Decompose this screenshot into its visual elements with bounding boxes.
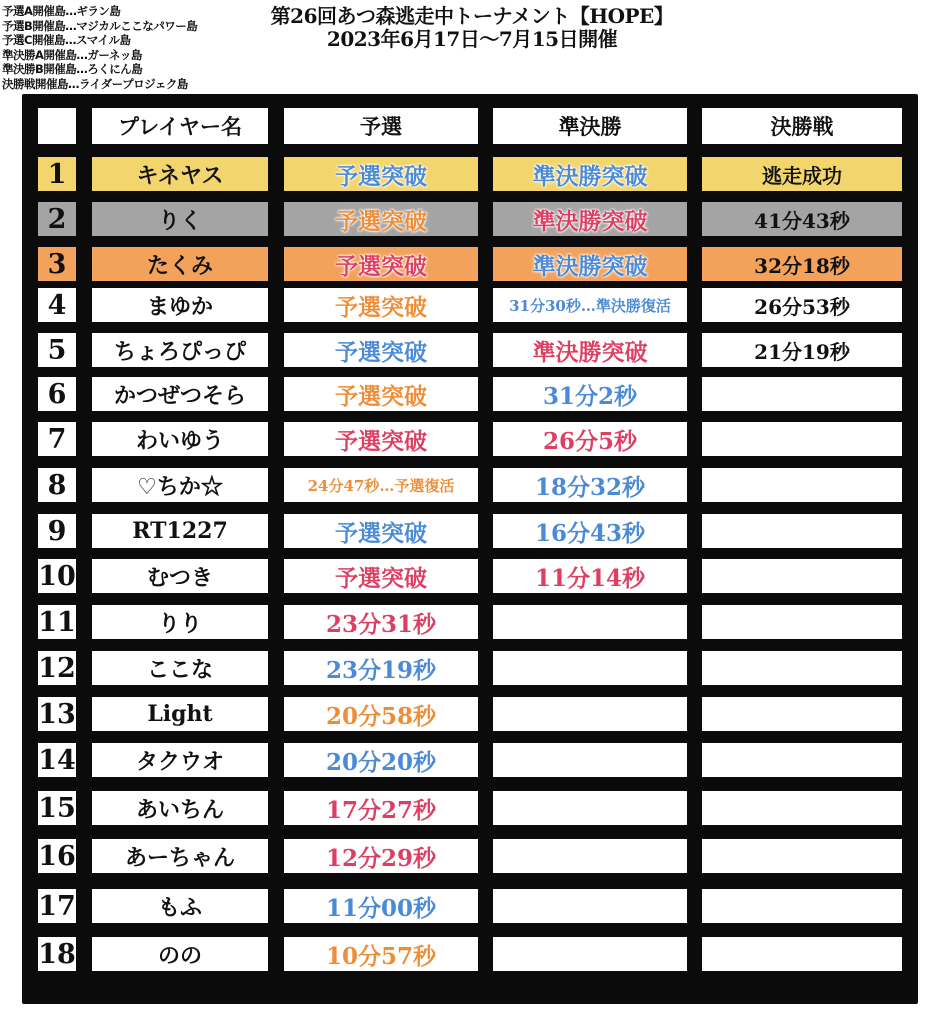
- header-semifinal: 準決勝: [493, 108, 687, 144]
- page-title: [222, 4, 722, 51]
- header-final: 決勝戦: [702, 108, 902, 144]
- semifinal-result-cell: [493, 889, 687, 923]
- rank-cell: 3: [38, 247, 76, 281]
- venue-note: 準決勝B開催島…ろくにん島: [2, 62, 143, 76]
- tournament-title: 第26回あつ森逃走中トーナメント【HOPE】: [270, 4, 674, 28]
- semifinal-result-cell: [493, 839, 687, 873]
- prelim-result-cell: 予選突破: [284, 514, 478, 548]
- final-result-cell: [702, 468, 902, 502]
- venue-note: 決勝戦開催島…ライダープロジェク島: [2, 76, 188, 91]
- player-name-cell: ♡ちか☆: [92, 468, 268, 502]
- player-name-cell: のの: [92, 937, 268, 971]
- rank-cell: 5: [38, 333, 76, 367]
- player-name-cell: りく: [92, 202, 268, 236]
- player-name-cell: かつぜつそら: [92, 377, 268, 411]
- player-name-cell: まゆか: [92, 288, 268, 322]
- venue-note: 準決勝A開催島…ガーネッ島: [2, 47, 142, 62]
- prelim-result-cell: 24分47秒…予選復活: [284, 468, 478, 502]
- player-name-cell: あーちゃん: [92, 839, 268, 873]
- semifinal-result-cell: 準決勝突破: [493, 202, 687, 236]
- prelim-result-cell: 23分19秒: [284, 651, 478, 685]
- tournament-dates: 2023年6月17日〜7月15日開催: [326, 27, 618, 51]
- semifinal-result-cell: 11分14秒: [493, 559, 687, 593]
- rank-cell: 1: [38, 157, 76, 191]
- prelim-result-cell: 予選突破: [284, 202, 478, 236]
- prelim-result-cell: 予選突破: [284, 288, 478, 322]
- player-name-cell: キネヤス: [92, 157, 268, 191]
- prelim-result-cell: 12分29秒: [284, 839, 478, 873]
- rank-cell: 4: [38, 288, 76, 322]
- rank-cell: 10: [38, 560, 76, 592]
- semifinal-result-cell: 16分43秒: [493, 514, 687, 548]
- player-name-cell: あいちん: [92, 791, 268, 825]
- semifinal-result-cell: 準決勝突破: [493, 333, 687, 367]
- final-result-cell: 26分53秒: [702, 288, 902, 322]
- semifinal-result-cell: 準決勝突破: [493, 247, 687, 281]
- prelim-result-cell: 23分31秒: [284, 605, 478, 639]
- final-result-cell: [702, 791, 902, 825]
- player-name-cell: ここな: [92, 651, 268, 685]
- player-name-cell: りり: [92, 605, 268, 639]
- prelim-result-cell: 予選突破: [284, 559, 478, 593]
- rank-cell: 12: [38, 652, 76, 684]
- semifinal-result-cell: 準決勝突破: [493, 157, 687, 191]
- header-prelim: 予選: [284, 108, 478, 144]
- player-name-cell: もふ: [92, 889, 268, 923]
- header-rank: [38, 108, 76, 144]
- prelim-result-cell: 予選突破: [284, 422, 478, 456]
- player-name-cell: ちょろぴっぴ: [92, 333, 268, 367]
- venue-note: 予選A開催島…ギラン島: [2, 4, 121, 18]
- venue-note: 予選C開催島…スマイル島: [2, 33, 131, 47]
- rank-cell: 2: [38, 202, 76, 236]
- rank-cell: 18: [38, 938, 76, 970]
- final-result-cell: [702, 889, 902, 923]
- semifinal-result-cell: [493, 605, 687, 639]
- venue-note: 予選B開催島…マジカルここなパワー島: [2, 18, 198, 33]
- player-name-cell: タクウオ: [92, 743, 268, 777]
- final-result-cell: [702, 605, 902, 639]
- prelim-result-cell: 10分57秒: [284, 937, 478, 971]
- rank-cell: 17: [38, 890, 76, 922]
- player-name-cell: わいゆう: [92, 422, 268, 456]
- rank-cell: 11: [38, 606, 76, 638]
- semifinal-result-cell: [493, 697, 687, 731]
- semifinal-result-cell: [493, 937, 687, 971]
- prelim-result-cell: 20分20秒: [284, 743, 478, 777]
- prelim-result-cell: 予選突破: [284, 377, 478, 411]
- semifinal-result-cell: 31分30秒…準決勝復活: [493, 288, 687, 322]
- semifinal-result-cell: 18分32秒: [493, 468, 687, 502]
- final-result-cell: [702, 514, 902, 548]
- prelim-result-cell: 17分27秒: [284, 791, 478, 825]
- final-result-cell: 32分18秒: [702, 247, 902, 281]
- player-name-cell: たくみ: [92, 247, 268, 281]
- header-player-name: プレイヤー名: [92, 108, 268, 144]
- rank-cell: 16: [38, 840, 76, 872]
- final-result-cell: [702, 422, 902, 456]
- final-result-cell: [702, 559, 902, 593]
- semifinal-result-cell: [493, 651, 687, 685]
- player-name-cell: Light: [92, 697, 268, 731]
- rank-cell: 9: [38, 514, 76, 548]
- venue-notes: [2, 4, 197, 91]
- final-result-cell: [702, 697, 902, 731]
- rank-cell: 15: [38, 792, 76, 824]
- rank-cell: 6: [38, 377, 76, 411]
- final-result-cell: [702, 743, 902, 777]
- final-result-cell: [702, 839, 902, 873]
- final-result-cell: 逃走成功: [702, 157, 902, 191]
- semifinal-result-cell: 31分2秒: [493, 377, 687, 411]
- prelim-result-cell: 予選突破: [284, 157, 478, 191]
- rank-cell: 13: [38, 698, 76, 730]
- semifinal-result-cell: 26分5秒: [493, 422, 687, 456]
- rank-cell: 7: [38, 422, 76, 456]
- final-result-cell: [702, 651, 902, 685]
- final-result-cell: [702, 937, 902, 971]
- prelim-result-cell: 20分58秒: [284, 697, 478, 731]
- prelim-result-cell: 予選突破: [284, 333, 478, 367]
- semifinal-result-cell: [493, 791, 687, 825]
- prelim-result-cell: 予選突破: [284, 247, 478, 281]
- results-table: [22, 94, 918, 1004]
- final-result-cell: 41分43秒: [702, 202, 902, 236]
- final-result-cell: 21分19秒: [702, 333, 902, 367]
- semifinal-result-cell: [493, 743, 687, 777]
- rank-cell: 8: [38, 468, 76, 502]
- prelim-result-cell: 11分00秒: [284, 889, 478, 923]
- rank-cell: 14: [38, 744, 76, 776]
- final-result-cell: [702, 377, 902, 411]
- player-name-cell: むつき: [92, 559, 268, 593]
- player-name-cell: RT1227: [92, 514, 268, 548]
